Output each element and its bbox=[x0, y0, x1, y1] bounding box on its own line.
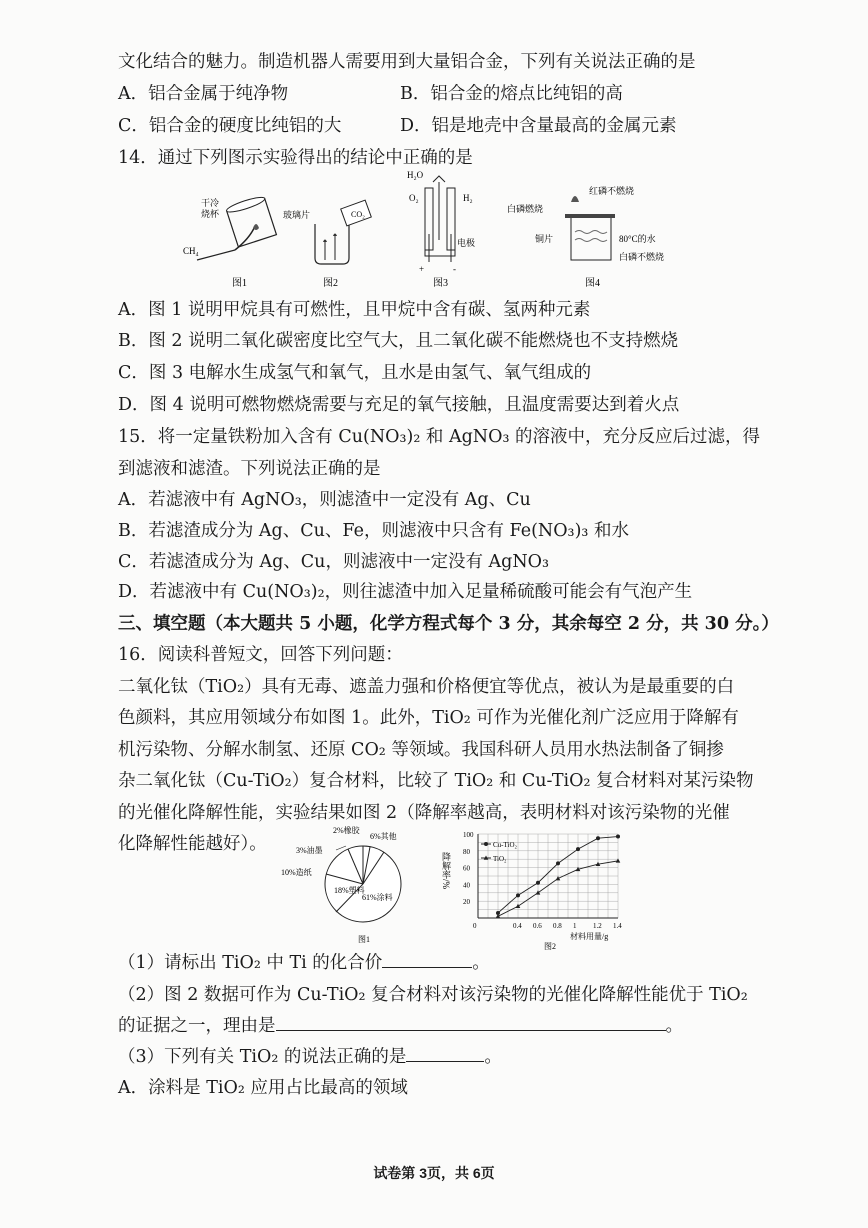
svg-text:烧杯: 烧杯 bbox=[201, 209, 220, 219]
q16-paragraph-line2: 色颜料，其应用领域分布如图 1。此外，TiO₂ 可作为光催化剂广泛应用于降解有 bbox=[118, 708, 739, 728]
line-chart-figure2 bbox=[440, 822, 640, 950]
chart-ylabel: 降解率/% bbox=[441, 852, 451, 889]
x-tick-label: 0.8 bbox=[553, 922, 562, 930]
q16-paragraph-line6: 化降解性能越好）。 bbox=[118, 834, 267, 854]
q15-stem-line2: 到滤液和滤渣。下列说法正确的是 bbox=[118, 459, 381, 479]
data-point bbox=[596, 836, 600, 840]
svg-text:+: + bbox=[419, 264, 425, 274]
x-tick-label: 0.6 bbox=[533, 922, 542, 930]
pie-caption: 图1 bbox=[358, 935, 370, 944]
fig1-caption: 图1 bbox=[232, 278, 247, 289]
q16-sub2-line2: 的证据之一，理由是 。 bbox=[118, 1016, 683, 1036]
fig1-label-cup: 干冷 bbox=[201, 198, 220, 208]
legend-label: Cu-TiO₂ bbox=[493, 841, 517, 849]
answer-blank-1[interactable] bbox=[382, 951, 472, 968]
answer-blank-2[interactable] bbox=[276, 1014, 666, 1031]
fig4-caption: 图4 bbox=[585, 278, 600, 289]
q13-option-a: A．铝合金属于纯净物 bbox=[118, 84, 289, 104]
chart-xlabel: 材料用量/g bbox=[570, 932, 609, 941]
q16-paragraph-line4: 杂二氧化钛（Cu-TiO₂）复合材料，比较了 TiO₂ 和 Cu-TiO₂ 复合材料对某污染物 bbox=[118, 771, 754, 791]
fig4-diagram bbox=[507, 185, 664, 289]
answer-blank-3[interactable] bbox=[406, 1045, 484, 1062]
legend-marker bbox=[484, 842, 488, 846]
data-point bbox=[516, 904, 521, 908]
fig3-label-electrode: 电极 bbox=[457, 238, 476, 248]
fig4-label-white2: 白磷不燃烧 bbox=[619, 252, 665, 262]
fig3-label-water: H₂O bbox=[407, 170, 424, 180]
fig2-caption: 图2 bbox=[323, 278, 338, 289]
q16-paragraph-line5: 的光催化降解性能，实验结果如图 2（降解率越高，表明材料对该污染物的光催 bbox=[118, 803, 730, 823]
fig4-label-copper: 铜片 bbox=[535, 234, 554, 244]
q16-sub3-option-a: A．涂料是 TiO₂ 应用占比最高的领域 bbox=[118, 1078, 408, 1098]
intro-line: 文化结合的魅力。制造机器人需要用到大量铝合金，下列有关说法正确的是 bbox=[118, 52, 696, 72]
chart-caption: 图2 bbox=[544, 942, 556, 950]
fig2-label-glass: 玻璃片 bbox=[283, 210, 311, 220]
q15-option-b: B．若滤渣成分为 Ag、Cu、Fe，则滤液中只含有 Fe(NO₃)₃ 和水 bbox=[118, 521, 629, 541]
q14-option-a: A．图 1 说明甲烷具有可燃性，且甲烷中含有碳、氢两种元素 bbox=[118, 300, 591, 320]
q16-sub1: （1）请标出 TiO₂ 中 Ti 的化合价 。 bbox=[118, 953, 490, 973]
fig1-diagram bbox=[183, 195, 276, 289]
legend-label: TiO₂ bbox=[493, 855, 507, 863]
svg-text:-: - bbox=[453, 264, 456, 274]
x-tick-label: 0.4 bbox=[513, 922, 522, 930]
q13-option-d: D．铝是地壳中含量最高的金属元素 bbox=[400, 116, 677, 136]
pie-label-rubber: 2%橡胶 bbox=[333, 826, 360, 835]
section-3-heading: 三、填空题（本大题共 5 小题，化学方程式每个 3 分，其余每空 2 分，共 30 分。） bbox=[118, 614, 779, 634]
pie-label-paper: 10%造纸 bbox=[281, 868, 312, 877]
data-point bbox=[516, 893, 520, 897]
q15-option-d: D．若滤液中有 Cu(NO₃)₂，则往滤渣中加入足量稀硫酸可能会有气泡产生 bbox=[118, 582, 693, 602]
q14-experiment-figures bbox=[175, 168, 695, 293]
x-tick-label: 1.2 bbox=[593, 922, 602, 930]
pie-label-ink: 3%油墨 bbox=[296, 846, 323, 855]
y-tick-label: 100 bbox=[463, 831, 474, 839]
q16-sub3: （3）下列有关 TiO₂ 的说法正确的是 。 bbox=[118, 1047, 502, 1067]
q14-option-b: B．图 2 说明二氧化碳密度比空气大，且二氧化碳不能燃烧也不支持燃烧 bbox=[118, 331, 679, 351]
x-tick-label: 1.4 bbox=[613, 922, 622, 930]
fig4-label-red: 红磷不燃烧 bbox=[589, 186, 635, 196]
q16-paragraph-line1: 二氧化钛（TiO₂）具有无毒、遮盖力强和价格便宜等优点，被认为是最重要的白 bbox=[118, 677, 735, 697]
q14-option-c: C．图 3 电解水生成氢气和氧气，且水是由氢气、氧气组成的 bbox=[118, 363, 592, 383]
y-tick-label: 40 bbox=[463, 881, 470, 890]
q16-paragraph-line3: 机污染物、分解水制氢、还原 CO₂ 等领域。我国科研人员用水热法制备了铜掺 bbox=[118, 740, 724, 760]
q15-option-a: A．若滤液中有 AgNO₃，则滤渣中一定没有 Ag、Cu bbox=[118, 490, 531, 510]
y-tick-label: 60 bbox=[463, 864, 470, 873]
fig4-label-water: 80°C的水 bbox=[619, 234, 656, 244]
q14-stem: 14．通过下列图示实验得出的结论中正确的是 bbox=[118, 148, 473, 168]
pie-label-other: 6%其他 bbox=[370, 832, 397, 841]
pie-label-plastic: 18%塑料 bbox=[334, 886, 365, 895]
data-point bbox=[576, 847, 580, 851]
q14-option-d: D．图 4 说明可燃物燃烧需要与充足的氧气接触，且温度需要达到着火点 bbox=[118, 395, 680, 415]
q15-stem-line1: 15．将一定量铁粉加入含有 Cu(NO₃)₂ 和 AgNO₃ 的溶液中，充分反应后过滤，得 bbox=[118, 427, 761, 447]
fig3-label-o2: O₂ bbox=[409, 193, 419, 203]
y-tick-label: 20 bbox=[463, 898, 470, 907]
data-point bbox=[536, 890, 541, 894]
x-tick-label: 1 bbox=[573, 922, 577, 930]
fig4-label-white: 白磷燃烧 bbox=[507, 204, 544, 214]
y-tick-label: 80 bbox=[463, 847, 470, 856]
fig3-diagram bbox=[407, 170, 475, 289]
fig2-label-gas: CO₂ bbox=[351, 210, 365, 219]
pie-chart-figure1 bbox=[278, 822, 428, 947]
data-point bbox=[536, 881, 540, 885]
fig2-diagram bbox=[283, 200, 371, 289]
fig3-caption: 图3 bbox=[433, 278, 448, 289]
data-point bbox=[616, 835, 620, 839]
page-footer: 试卷第 3页，共 6页 bbox=[373, 1165, 495, 1181]
x-tick-label: 0 bbox=[473, 922, 477, 930]
data-point bbox=[556, 861, 560, 865]
fig1-label-gas: CH₄ bbox=[183, 246, 199, 256]
fig3-label-h2: H₂ bbox=[463, 193, 473, 203]
q13-option-c: C．铝合金的硬度比纯铝的大 bbox=[118, 116, 342, 136]
q15-option-c: C．若滤渣成分为 Ag、Cu，则滤液中一定没有 AgNO₃ bbox=[118, 552, 550, 572]
q16-sub2-line1: （2）图 2 数据可作为 Cu-TiO₂ 复合材料对该污染物的光催化降解性能优于 TiO₂ bbox=[118, 985, 748, 1005]
pie-label-coating: 61%涂料 bbox=[362, 893, 393, 902]
q13-option-b: B．铝合金的熔点比纯铝的高 bbox=[400, 84, 623, 104]
q16-stem: 16．阅读科普短文，回答下列问题： bbox=[118, 645, 403, 665]
